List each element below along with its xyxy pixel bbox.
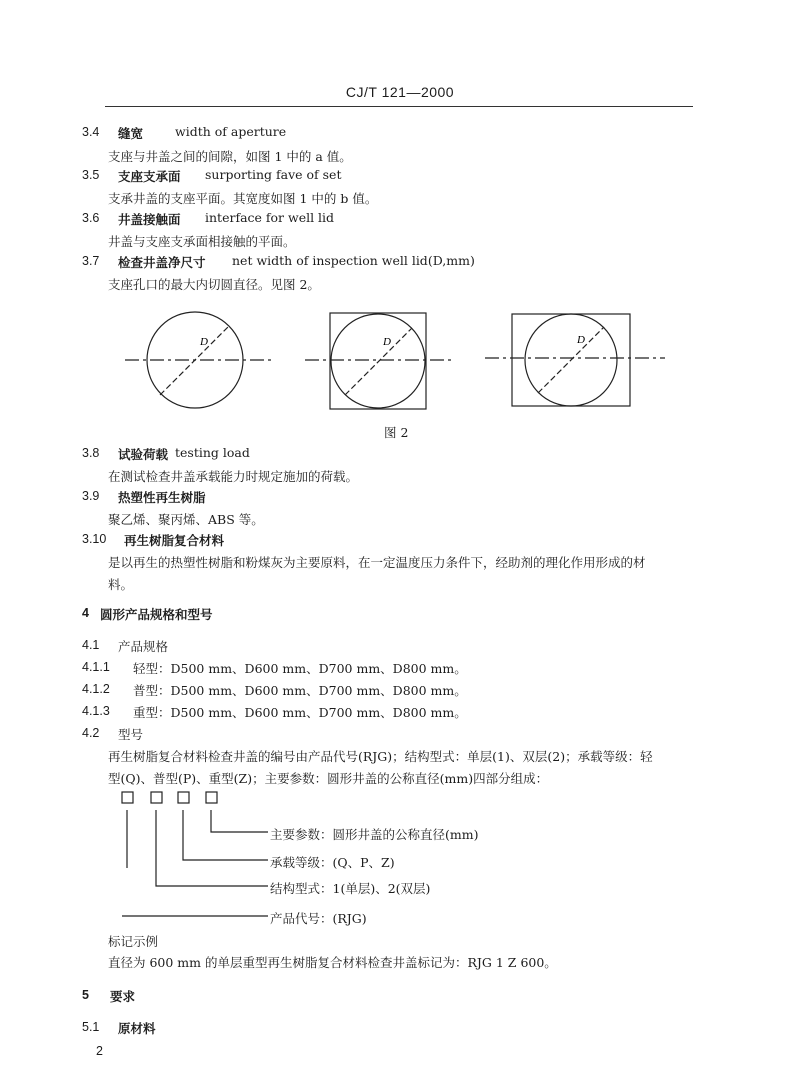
diameter-middle xyxy=(345,328,412,395)
leader-main-param xyxy=(211,810,268,832)
page-number: 2 xyxy=(96,1044,103,1058)
clause-3-7-body: 支座孔口的最大内切圆直径。见图 2。 xyxy=(108,277,320,292)
section-4-number: 4 xyxy=(82,606,89,620)
clause-3-4-body: 支座与井盖之间的间隙，如图 1 中的 a 值。 xyxy=(108,149,352,164)
clause-4-2-title: 型号 xyxy=(118,727,144,742)
clause-3-4-english: width of aperture xyxy=(175,124,287,139)
leader-load-class xyxy=(183,810,268,860)
clause-4-1-title: 产品规格 xyxy=(118,639,169,654)
clause-4-1-3-number: 4.1.3 xyxy=(82,704,110,718)
clause-3-10-body-line1: 是以再生的热塑性树脂和粉煤灰为主要原料，在一定温度压力条件下，经助剂的理化作用形成的材 xyxy=(108,555,646,570)
schema-box-2 xyxy=(151,792,162,803)
clause-3-8-body: 在测试检查井盖承载能力时规定施加的荷载。 xyxy=(108,469,359,484)
clause-4-1-number: 4.1 xyxy=(82,638,100,652)
clause-3-9-body: 聚乙烯、聚丙烯、ABS 等。 xyxy=(108,512,264,527)
clause-3-10-title: 再生树脂复合材料 xyxy=(124,533,225,548)
label-d-left: D xyxy=(200,336,208,348)
schema-label-load-class: 承载等级：(Q、P、Z) xyxy=(270,855,395,870)
clause-5-1-title: 原材料 xyxy=(118,1021,156,1036)
example-text: 直径为 600 mm 的单层重型再生树脂复合材料检查井盖标记为：RJG 1 Z 600。 xyxy=(108,955,557,970)
clause-3-6-body: 井盖与支座支承面相接触的平面。 xyxy=(108,234,296,249)
schema-label-code: 产品代号：(RJG) xyxy=(270,911,367,926)
schema-label-main-param: 主要参数：圆形井盖的公称直径(mm) xyxy=(270,827,479,842)
clause-4-1-3-text: 重型：D500 mm、D600 mm、D700 mm、D800 mm。 xyxy=(133,705,467,720)
clause-3-7-number: 3.7 xyxy=(82,254,100,268)
clause-5-1-number: 5.1 xyxy=(82,1020,100,1034)
clause-3-8-title: 试验荷载 xyxy=(118,447,169,462)
section-4-title: 圆形产品规格和型号 xyxy=(100,607,213,622)
clause-3-6-number: 3.6 xyxy=(82,211,100,225)
section-5-title: 要求 xyxy=(110,989,136,1004)
example-title: 标记示例 xyxy=(108,934,159,949)
clause-4-2-body-line1: 再生树脂复合材料检查井盖的编号由产品代号(RJG)；结构型式：单层(1)、双层(2)；承载等级：轻 xyxy=(108,749,653,764)
schema-box-4 xyxy=(206,792,217,803)
clause-3-10-body-line2: 料。 xyxy=(108,577,134,592)
clause-3-4-number: 3.4 xyxy=(82,125,100,139)
schema-box-3 xyxy=(178,792,189,803)
schema-box-1 xyxy=(122,792,133,803)
clause-3-7-title: 检查井盖净尺寸 xyxy=(118,255,206,270)
standard-code: CJ/T 121—2000 xyxy=(345,84,455,100)
clause-3-5-body: 支承井盖的支座平面。其宽度如图 1 中的 b 值。 xyxy=(108,191,378,206)
clause-3-8-english: testing load xyxy=(175,445,250,460)
clause-4-1-2-text: 普型：D500 mm、D600 mm、D700 mm、D800 mm。 xyxy=(133,683,467,698)
clause-3-9-number: 3.9 xyxy=(82,489,100,503)
clause-3-10-number: 3.10 xyxy=(82,532,107,546)
clause-3-6-english: interface for well lid xyxy=(205,210,335,225)
clause-4-1-1-text: 轻型：D500 mm、D600 mm、D700 mm、D800 mm。 xyxy=(133,661,467,676)
section-5-number: 5 xyxy=(82,988,89,1002)
leader-structure xyxy=(156,810,268,886)
label-d-middle: D xyxy=(383,336,391,348)
clause-3-6-title: 井盖接触面 xyxy=(118,212,181,227)
clause-4-2-number: 4.2 xyxy=(82,726,100,740)
diameter-right xyxy=(538,327,604,393)
clause-4-1-2-number: 4.1.2 xyxy=(82,682,110,696)
figure-2-caption: 图 2 xyxy=(384,425,409,440)
clause-3-5-english: surporting fave of set xyxy=(205,167,342,182)
clause-3-9-title: 热塑性再生树脂 xyxy=(118,490,206,505)
clause-4-1-1-number: 4.1.1 xyxy=(82,660,110,674)
clause-3-8-number: 3.8 xyxy=(82,446,100,460)
schema-label-structure: 结构型式：1(单层)、2(双层) xyxy=(270,881,431,896)
clause-3-5-title: 支座支承面 xyxy=(118,169,181,184)
header-rule xyxy=(105,106,693,107)
clause-3-7-english: net width of inspection well lid(D,mm) xyxy=(232,253,475,268)
clause-3-5-number: 3.5 xyxy=(82,168,100,182)
figure-2-diagram xyxy=(100,290,700,440)
label-d-right: D xyxy=(577,334,585,346)
circle-middle xyxy=(331,314,425,408)
clause-3-4-title: 缝宽 xyxy=(118,126,144,141)
clause-4-2-body-line2: 型(Q)、普型(P)、重型(Z)；主要参数：圆形井盖的公称直径(mm)四部分组成： xyxy=(108,771,549,786)
